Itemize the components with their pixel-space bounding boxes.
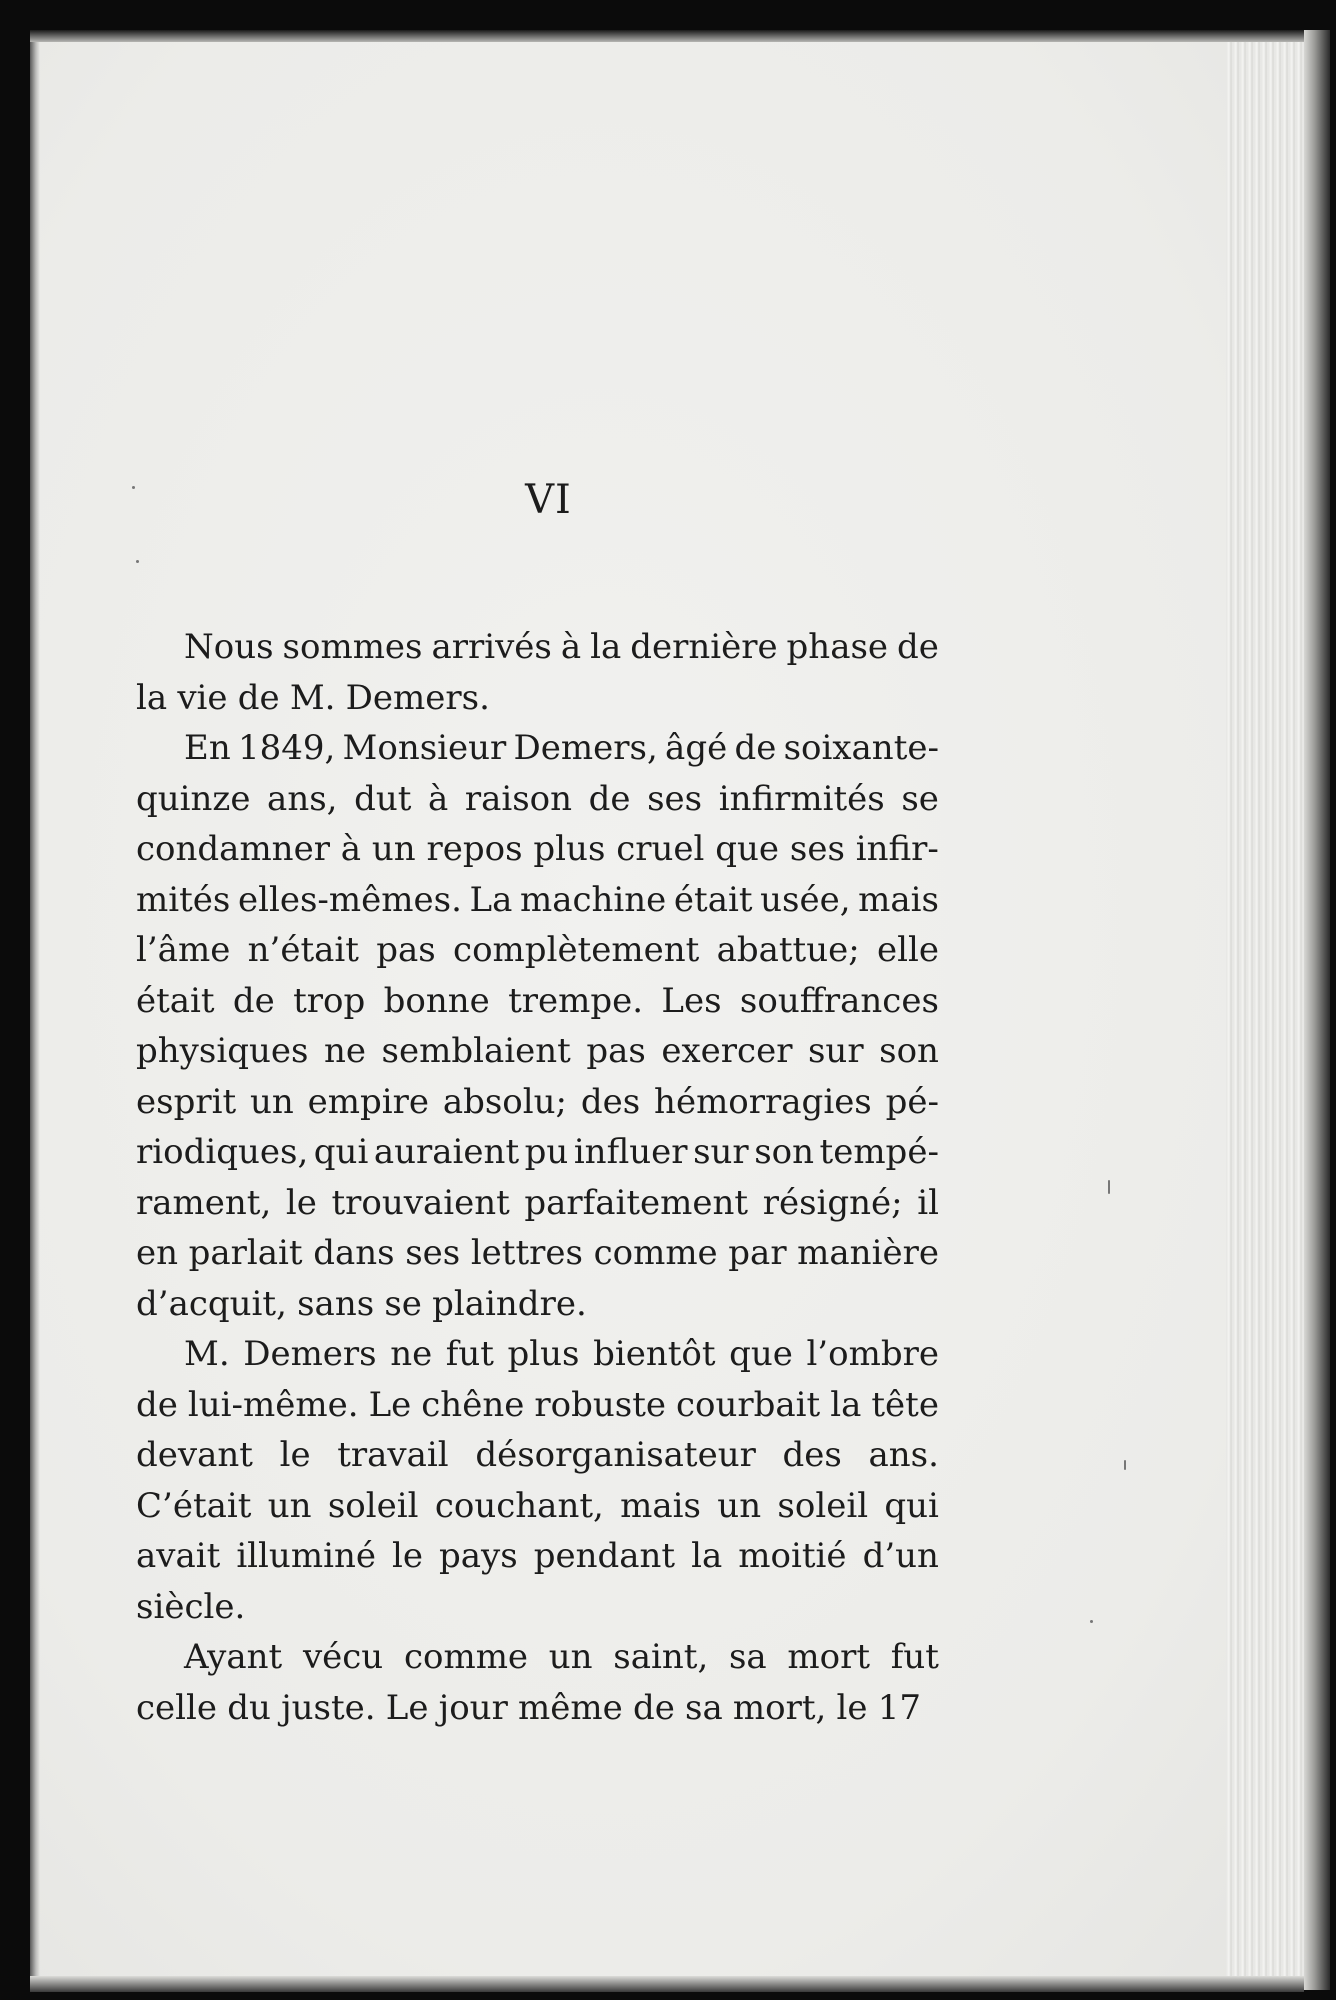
body-text (136, 622, 939, 1733)
text-line: devant le travail désorganisateur des ans. (136, 1435, 939, 1475)
text-line: siècle. (136, 1586, 246, 1627)
text-line: Ayant vécu comme un saint, sa mort fut (184, 1637, 939, 1677)
text-line: mités elles-mêmes. La machine était usée, mais (136, 879, 939, 920)
text-line: de lui-même. Le chêne robuste courbait la tête (136, 1384, 939, 1425)
chapter-heading: VI (525, 477, 572, 523)
dust-speck (1124, 1460, 1126, 1470)
text-line: M. Demers ne fut plus bientôt que l’ombre (184, 1334, 939, 1374)
text-line: Nous sommes arrivés à la dernière phase de (184, 627, 939, 667)
page-text (136, 470, 939, 1733)
spine-shadow (30, 42, 40, 1980)
text-line: celle du juste. Le jour même de sa mort, le 17 (136, 1687, 921, 1728)
stacked-page-edges (1226, 42, 1304, 1980)
text-line: C’était un soleil couchant, mais un soleil qui (136, 1485, 939, 1526)
text-line: En 1849, Monsieur Demers, âgé de soixante- (184, 728, 939, 768)
text-line: était de trop bonne trempe. Les souffrances (136, 980, 939, 1021)
text-line: en parlait dans ses lettres comme par manière (136, 1233, 939, 1273)
dust-speck (1090, 1620, 1093, 1623)
text-line: la vie de M. Demers. (136, 677, 490, 718)
text-line: condamner à un repos plus cruel que ses infir- (136, 829, 939, 869)
dust-speck (1108, 1180, 1110, 1194)
text-line: riodiques, qui auraient pu influer sur son tempé- (136, 1132, 939, 1172)
book-outer-rim (1304, 30, 1330, 1990)
dust-speck (132, 486, 135, 489)
text-line: rament, le trouvaient parfaitement résigné; il (136, 1182, 939, 1223)
text-line: esprit un empire absolu; des hémorragies pé- (136, 1081, 939, 1122)
text-line: quinze ans, dut à raison de ses infirmités se (136, 778, 939, 819)
book-bottom-edge (30, 1976, 1304, 1992)
text-line: physiques ne semblaient pas exercer sur son (136, 1031, 939, 1071)
text-line: avait illuminé le pays pendant la moitié d’un (136, 1536, 939, 1576)
text-line: d’acquit, sans se plaindre. (136, 1283, 587, 1324)
text-line: l’âme n’était pas complètement abattue; elle (136, 930, 939, 970)
